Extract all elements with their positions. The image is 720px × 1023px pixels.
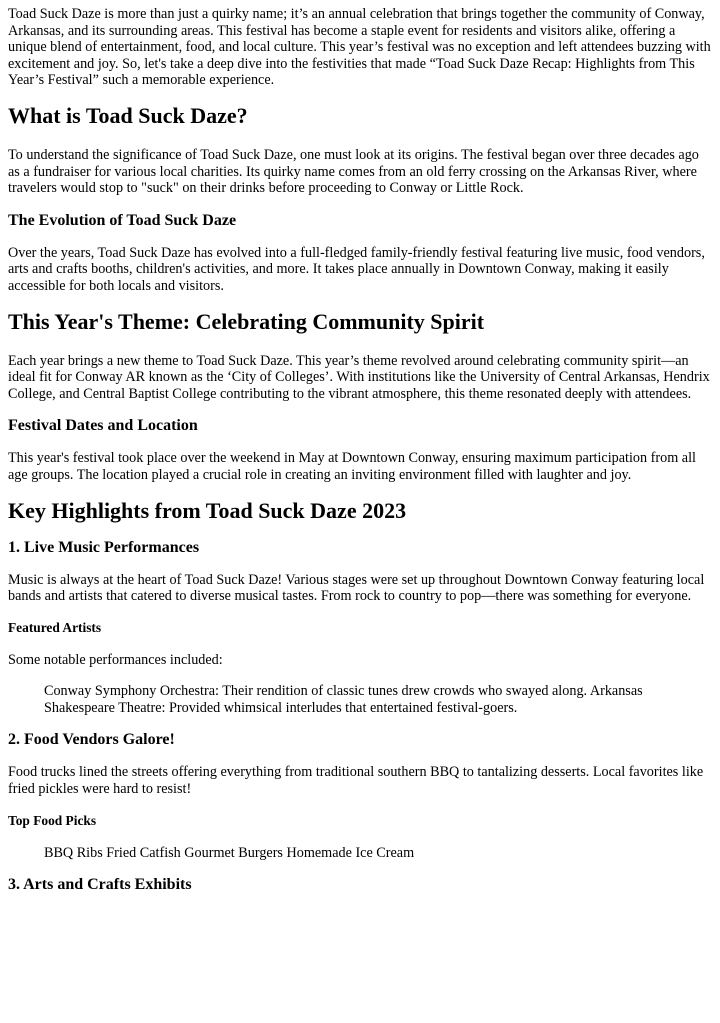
- food-picks-list: BBQ Ribs Fried Catfish Gourmet Burgers Homemade Ice Cream: [44, 844, 415, 861]
- intro-paragraph: Toad Suck Daze is more than just a quirky name; it’s an annual celebration that brings together the community of Conway, Arkansas, and its surrounding areas. This festival has become a staple event for residents and visitors alike, offering a unique blend of entertainment, food, and local culture. This year’s festival was no exception and left attendees buzzing with excitement and joy. So, let's take a deep dive into the festivities that made “Toad Suck Daze Recap: Highlights from This Year’s Festival” such a memorable experience.: [8, 6, 711, 89]
- heading-top-food-picks: Top Food Picks: [8, 812, 97, 828]
- heading-dates: Festival Dates and Location: [8, 417, 198, 435]
- featured-artists-intro: Some notable performances included:: [8, 651, 223, 668]
- heading-music: 1. Live Music Performances: [8, 538, 200, 556]
- heading-featured-artists: Featured Artists: [8, 619, 102, 635]
- evolution-paragraph: Over the years, Toad Suck Daze has evolved into a full-fledged family-friendly festival featuring live music, food vendors, arts and crafts booths, children's activities, and more. It takes place annually in Downtown Conway, making it easily accessible for both locals and visitors.: [8, 244, 705, 294]
- food-paragraph: Food trucks lined the streets offering everything from traditional southern BBQ to tantalizing desserts. Local favorites like fried pickles were hard to resist!: [8, 764, 704, 798]
- heading-evolution: The Evolution of Toad Suck Daze: [8, 211, 237, 229]
- music-paragraph: Music is always at the heart of Toad Suck Daze! Various stages were set up throughout Downtown Conway featuring local bands and artists that catered to diverse musical tastes. From rock to country to pop—there was something for everyone.: [8, 571, 705, 605]
- heading-food: 2. Food Vendors Galore!: [8, 731, 175, 749]
- article: [0, 6, 720, 895]
- theme-paragraph: Each year brings a new theme to Toad Suck Daze. This year’s theme revolved around celebrating community spirit—an ideal fit for Conway AR known as the ‘City of Colleges’. With institutions like the University of Central Arkansas, Hendrix College, and Central Baptist College contributing to the vibrant atmosphere, this theme resonated deeply with attendees.: [8, 352, 710, 402]
- heading-what-is: What is Toad Suck Daze?: [8, 102, 248, 128]
- what-is-paragraph: To understand the significance of Toad Suck Daze, one must look at its origins. The festival began over three decades ago as a fundraiser for various local charities. Its quirky name comes from an old ferry crossing on the Arkansas River, where travelers would stop to "suck" on their drinks before proceeding to Conway or Little Rock.: [8, 146, 699, 197]
- heading-highlights: Key Highlights from Toad Suck Daze 2023: [8, 497, 407, 523]
- dates-paragraph: This year's festival took place over the weekend in May at Downtown Conway, ensuring maximum participation from all age groups. The location played a crucial role in creating an inviting environment filled with laughter and joy.: [8, 450, 696, 483]
- heading-theme: This Year's Theme: Celebrating Community Spirit: [8, 308, 485, 334]
- featured-artists-list: Conway Symphony Orchestra: Their rendition of classic tunes drew crowds who swayed along. Arkansas Shakespeare Theatre: Provided whimsical interludes that entertained festival-goers.: [44, 683, 643, 716]
- heading-arts: 3. Arts and Crafts Exhibits: [8, 876, 192, 894]
